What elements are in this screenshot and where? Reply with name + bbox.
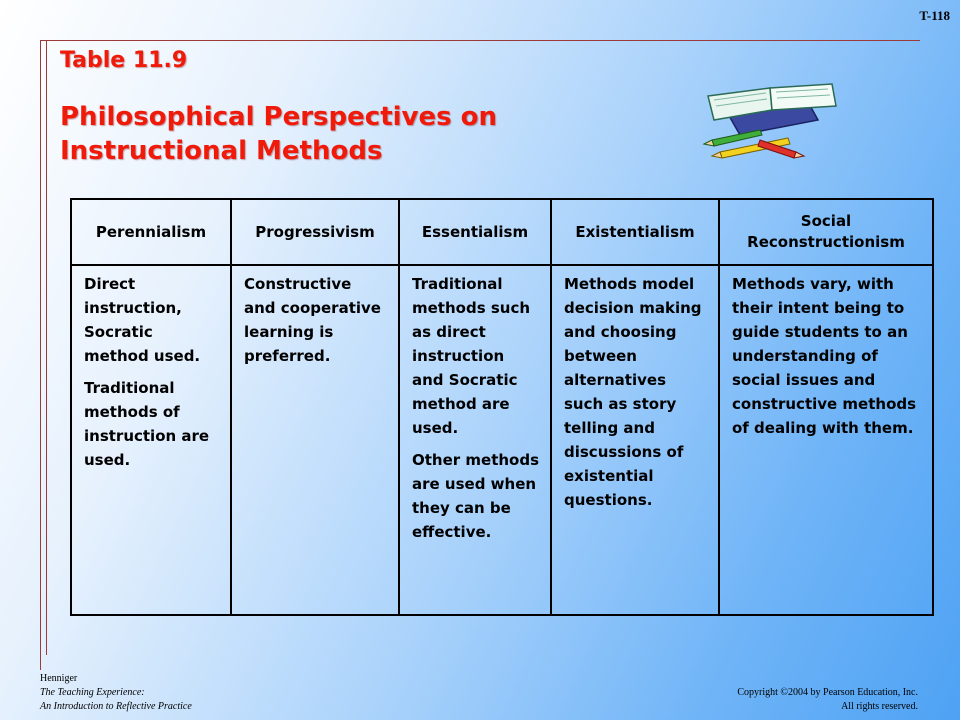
cell-paragraph: Traditional methods such as direct instruction and Socratic method are used. [412,275,531,437]
copyright-text: Copyright ©2004 by Pearson Education, Inc. [737,687,918,698]
table-label: Table 11.9 [60,48,188,73]
perspectives-table [70,198,934,616]
title-line-1: Philosophical Perspectives on [60,102,498,132]
footer-author: Henniger [40,673,78,684]
rights-text: All rights reserved. [841,701,918,712]
title-line-2: Instructional Methods [60,136,383,166]
book-and-pencils-icon [700,80,845,170]
cell-paragraph: Methods model decision making and choosing between alternatives such as story telling and discussions of existential questions. [564,275,702,509]
table-header-row [71,199,933,265]
cell-paragraph: Traditional methods of instruction are used. [84,379,210,469]
header-social-reconstructionism: Social Reconstructionism [719,199,933,265]
cell-paragraph: Direct instruction, Socratic method used. [84,275,201,365]
cell-essentialism [399,265,551,615]
cell-paragraph: Methods vary, with their intent being to guide students to an understanding of social issues and constructive methods of dealing with them. [732,275,917,437]
frame-top-line [40,40,920,41]
cell-paragraph: Other methods are used when they can be effective. [412,451,540,541]
header-perennialism: Perennialism [71,199,231,265]
page-title [60,100,620,168]
footer-citation [40,672,192,714]
cell-perennialism [71,265,231,615]
slide-number: T-118 [919,8,950,23]
cell-paragraph: Constructive and cooperative learning is preferred. [244,275,381,365]
table-row [71,265,933,615]
header-existentialism: Existentialism [551,199,719,265]
cell-existentialism [551,265,719,615]
cell-social-reconstructionism [719,265,933,615]
footer-book-title: The Teaching Experience: [40,687,145,698]
frame-left-inner-line [46,40,47,655]
cell-progressivism [231,265,399,615]
frame-left-line [40,40,41,670]
header-essentialism: Essentialism [399,199,551,265]
footer-book-subtitle: An Introduction to Reflective Practice [40,701,192,712]
footer-copyright [737,686,918,714]
header-progressivism: Progressivism [231,199,399,265]
